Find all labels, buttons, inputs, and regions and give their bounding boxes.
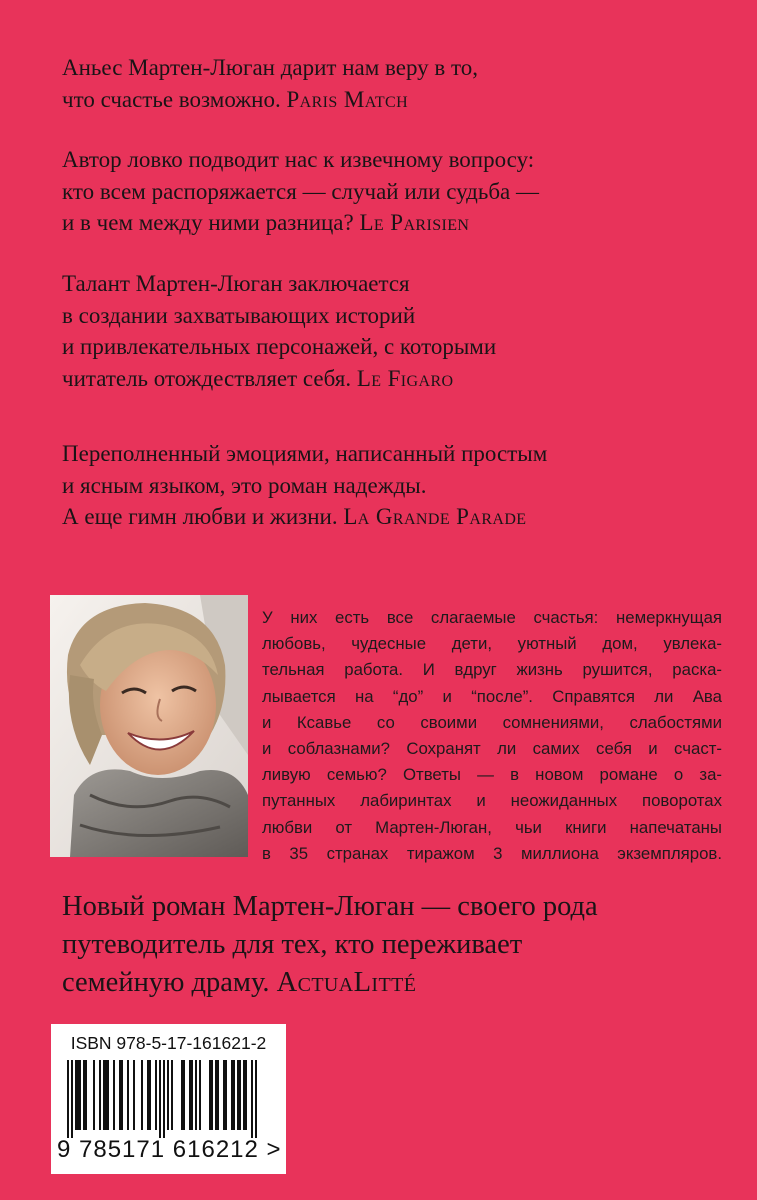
quote-line: кто всем распоряжается — случай или судьба —: [62, 178, 540, 204]
barcode-bar: [223, 1060, 225, 1130]
quote-line: и в чем между ними разница?: [62, 210, 354, 235]
synopsis-line: в 35 странах тиражом 3 миллиона экземпляров.: [262, 843, 722, 863]
barcode-bar: [181, 1060, 183, 1130]
closing-line-with-source: [62, 964, 732, 1002]
barcode-bar: [85, 1060, 87, 1130]
quote-line: читатель отождествляет себя.: [62, 365, 352, 391]
barcode-digits: 9 785171 616212 >: [57, 1136, 282, 1163]
barcode-bar: [99, 1060, 101, 1130]
barcode-bar: [155, 1060, 157, 1130]
barcode-bar: [211, 1060, 213, 1130]
barcode-bar: [239, 1060, 241, 1130]
barcode-bar: [167, 1060, 169, 1130]
synopsis-line: ливую семью? Ответы — в новом романе о за-: [262, 765, 722, 785]
barcode-bar: [183, 1060, 185, 1130]
quote-line: Автор ловко подводит нас к извечному вопросу:: [62, 147, 535, 172]
barcode-bar: [147, 1060, 149, 1130]
barcode-bar: [83, 1060, 85, 1130]
barcode-bar: [133, 1060, 135, 1130]
author-photo: [50, 595, 248, 857]
synopsis-line: любовь, чудесные дети, уютный дом, увлека-: [262, 634, 722, 654]
quote-source: La Grande Parade: [343, 504, 527, 529]
barcode-bar: [191, 1060, 193, 1130]
barcode-bar: [233, 1060, 235, 1130]
quote-line: Талант Мартен-Люган заключается: [62, 271, 410, 296]
barcode-bar: [119, 1060, 121, 1130]
quote-line: в создании захватывающих историй: [62, 302, 416, 328]
quote-line-with-source: [62, 363, 722, 395]
quote-line: Аньес Мартен-Люган дарит нам веру в то,: [62, 55, 479, 80]
barcode-bar: [107, 1060, 109, 1130]
barcode-bar: [105, 1060, 107, 1130]
quote-line-with-source: [62, 84, 722, 116]
review-quote-le-parisien: [62, 144, 722, 239]
synopsis-line: путанных лабиринтах и неожиданных поворотах: [262, 791, 722, 811]
barcode-bar: [215, 1060, 217, 1130]
review-quote-paris-match: [62, 52, 722, 115]
closing-line: путеводитель для тех, кто переживает: [62, 929, 523, 960]
closing-line: семейную драму.: [62, 967, 270, 998]
barcode-bar: [163, 1060, 165, 1138]
barcode-bar: [141, 1060, 143, 1130]
barcode-bar: [231, 1060, 233, 1130]
barcode-bar: [195, 1060, 197, 1130]
barcode-bar: [113, 1060, 115, 1130]
book-synopsis: [262, 605, 722, 867]
barcode-bar: [245, 1060, 247, 1130]
barcode-bar: [75, 1060, 77, 1130]
barcode-bar: [243, 1060, 245, 1130]
synopsis-line: У них есть все слагаемые счастья: немеркнущая: [262, 608, 722, 627]
synopsis-line: и соблазнами? Сохранят ли самих себя и счаст-: [262, 739, 722, 759]
barcode-bar: [255, 1060, 257, 1138]
quote-source: Paris Match: [286, 86, 409, 112]
synopsis-line: и Ксавье со своими сомнениями, слабостями: [262, 712, 722, 732]
barcode-bar: [71, 1060, 73, 1138]
barcode-bar: [199, 1060, 201, 1130]
barcode-bar: [225, 1060, 227, 1130]
barcode-bar: [77, 1060, 79, 1130]
barcode-bar: [79, 1060, 81, 1130]
quote-source: Le Figaro: [356, 365, 454, 391]
quote-line-with-source: [62, 501, 722, 533]
quote-line: и ясным языком, это роман надежды.: [62, 472, 427, 498]
barcode-bar: [189, 1060, 191, 1130]
quote-line: А еще гимн любви и жизни.: [62, 504, 338, 529]
review-quote-la-grande-parade: [62, 438, 722, 533]
barcode-bar: [209, 1060, 211, 1130]
barcode-bar: [103, 1060, 105, 1130]
isbn-label: ISBN 978-5-17-161621-2: [70, 1033, 267, 1053]
review-quote-le-figaro: [62, 268, 722, 394]
quote-source: Le Parisien: [359, 210, 470, 235]
barcode-bar: [121, 1060, 123, 1130]
synopsis-line: любви от Мартен-Люган, чьи книги напечатаны: [262, 817, 722, 837]
barcode-bar: [237, 1060, 239, 1130]
quote-source: ActuaLitté: [276, 967, 417, 998]
author-portrait-illustration: [50, 595, 248, 857]
barcode-bar: [251, 1060, 253, 1138]
closing-quote-actualitte: [62, 888, 732, 1002]
synopsis-line: лывается на “до” и “после”. Справятся ли Ава: [262, 686, 722, 706]
barcode-bar: [67, 1060, 69, 1138]
barcode-bar: [159, 1060, 161, 1138]
barcode-bar: [171, 1060, 173, 1130]
barcode-bar: [217, 1060, 219, 1130]
synopsis-line: тельная работа. И вдруг жизнь рушится, раска-: [262, 660, 722, 680]
barcode-bar: [127, 1060, 129, 1130]
barcode-bars: [67, 1060, 270, 1138]
quote-line: Переполненный эмоциями, написанный простым: [62, 441, 548, 466]
closing-line: Новый роман Мартен-Люган — своего рода: [62, 891, 598, 922]
quote-line: и привлекательных персонажей, с которыми: [62, 334, 497, 359]
barcode-bar: [93, 1060, 95, 1130]
barcode-bar: [149, 1060, 151, 1130]
quote-line: что счастье возможно.: [62, 86, 281, 112]
quote-line-with-source: [62, 207, 722, 239]
isbn-barcode: [51, 1024, 286, 1174]
